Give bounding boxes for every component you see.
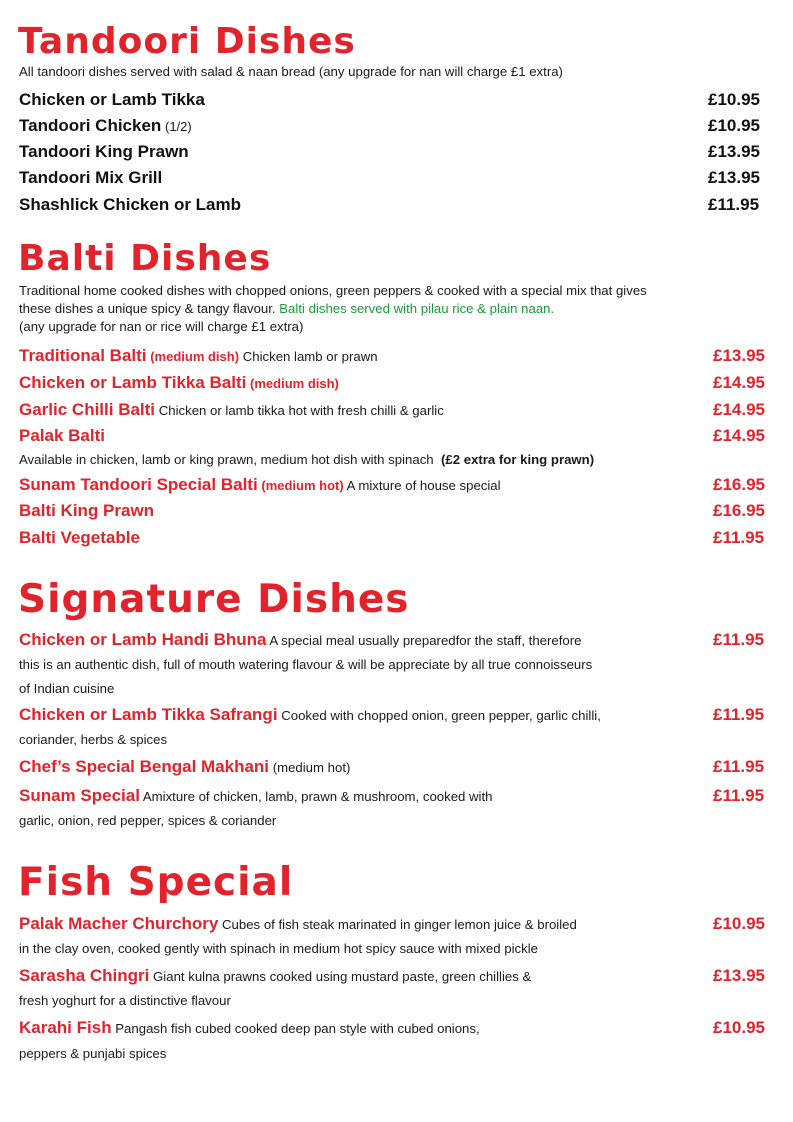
- tandoori-title: Tandoori Dishes: [18, 21, 356, 62]
- dish-desc-line: [19, 939, 538, 959]
- dish-price: £10.95: [713, 914, 765, 933]
- dish-desc-line: [19, 991, 231, 1011]
- dish-price: £14.95: [713, 426, 765, 445]
- dish-desc: Available in chicken, lamb or king prawn, medium hot dish with spinach: [19, 452, 434, 467]
- dish-extra: (£2 extra for king prawn): [440, 452, 595, 467]
- dish-name: Chicken or Lamb Tikka Balti: [19, 373, 247, 392]
- menu-item-name: [19, 475, 501, 496]
- dish-desc: garlic, onion, red pepper, spices & coriander: [19, 813, 277, 828]
- dish-price: £13.95: [708, 142, 760, 161]
- tandoori-note: All tandoori dishes served with salad & naan bread (any upgrade for nan will charge £1 extra): [19, 64, 563, 79]
- dish-price: £13.95: [713, 346, 765, 365]
- dish-name: Chef’s Special Bengal Makhani: [19, 757, 270, 776]
- dish-name: Balti Vegetable: [19, 528, 140, 547]
- dish-price: £11.95: [708, 195, 760, 214]
- dish-price: £11.95: [713, 705, 765, 724]
- dish-price: £13.95: [708, 168, 760, 187]
- dish-name: Karahi Fish: [19, 1018, 112, 1037]
- balti-note-line3: (any upgrade for nan or rice will charge £1 extra): [19, 319, 304, 334]
- dish-name: Traditional Balti: [19, 346, 147, 365]
- dish-desc: A mixture of house special: [346, 478, 501, 493]
- menu-item-name: [19, 705, 601, 726]
- menu-item-name: [19, 966, 531, 987]
- balti-note-line2: [19, 300, 554, 318]
- dish-name: Sarasha Chingri: [19, 966, 150, 985]
- balti-title: Balti Dishes: [18, 238, 272, 279]
- dish-name: Sunam Special: [19, 786, 140, 805]
- dish-desc: Amixture of chicken, lamb, prawn & mushroom, cooked with: [142, 789, 493, 804]
- dish-desc: in the clay oven, cooked gently with spinach in medium hot spicy sauce with mixed pickle: [19, 941, 538, 956]
- menu-item-name: [19, 426, 105, 447]
- dish-name: Palak Balti: [19, 426, 105, 445]
- dish-name: Shashlick Chicken or Lamb: [19, 195, 242, 214]
- dish-price: £11.95: [713, 757, 765, 776]
- dish-price: £10.95: [708, 116, 760, 135]
- dish-desc: Chicken or lamb tikka hot with fresh chilli & garlic: [158, 403, 444, 418]
- menu-item-name: [19, 373, 339, 394]
- dish-name: Chicken or Lamb Tikka: [19, 90, 205, 109]
- dish-name: Chicken or Lamb Tikka Safrangi: [19, 705, 278, 724]
- dish-desc: Chicken lamb or prawn: [242, 349, 378, 364]
- dish-price: £14.95: [713, 400, 765, 419]
- dish-price: £14.95: [713, 373, 765, 392]
- signature-title: Signature Dishes: [18, 577, 410, 622]
- dish-name: Sunam Tandoori Special Balti: [19, 475, 258, 494]
- dish-price: £11.95: [713, 528, 765, 547]
- dish-desc: coriander, herbs & spices: [19, 732, 168, 747]
- dish-desc-line: [19, 1044, 166, 1064]
- menu-item-name: [19, 757, 350, 778]
- dish-desc: peppers & punjabi spices: [19, 1046, 167, 1061]
- menu-item-name: [19, 914, 577, 935]
- menu-item-name: [19, 90, 205, 111]
- dish-price: £11.95: [713, 630, 765, 649]
- dish-name: Tandoori Chicken: [19, 116, 162, 135]
- dish-desc: Giant kulna prawns cooked using mustard paste, green chillies &: [153, 969, 532, 984]
- dish-price: £16.95: [713, 501, 765, 520]
- dish-name: Garlic Chilli Balti: [19, 400, 156, 419]
- dish-desc-line: [19, 730, 167, 750]
- dish-tag: (medium dish): [250, 376, 339, 391]
- balti-note-line1: Traditional home cooked dishes with chopped onions, green peppers & cooked with a special mix that gives: [19, 283, 647, 298]
- menu-item-name: [19, 168, 162, 189]
- dish-portion: (1/2): [164, 119, 192, 134]
- dish-desc: Pangash fish cubed cooked deep pan style with cubed onions,: [115, 1021, 480, 1036]
- dish-name: Tandoori Mix Grill: [19, 168, 163, 187]
- menu-item-name: [19, 1018, 480, 1039]
- dish-desc: Cubes of fish steak marinated in ginger lemon juice & broiled: [222, 917, 577, 932]
- menu-item-name: [19, 142, 189, 163]
- dish-desc-line: [19, 811, 276, 831]
- dish-tag: (medium hot): [261, 478, 344, 493]
- dish-desc: of Indian cuisine: [19, 681, 115, 696]
- menu-item-name: [19, 400, 444, 421]
- menu-item-name: [19, 346, 378, 367]
- menu-item-name: [19, 630, 581, 651]
- dish-desc: fresh yoghurt for a distinctive flavour: [19, 993, 231, 1008]
- dish-price: £11.95: [713, 786, 765, 805]
- dish-name: Tandoori King Prawn: [19, 142, 189, 161]
- dish-desc: this is an authentic dish, full of mouth watering flavour & will be appreciate by all true connoisseurs: [19, 657, 593, 672]
- balti-note-text: these dishes a unique spicy & tangy flavour.: [19, 301, 276, 316]
- menu-item-name: [19, 786, 493, 807]
- dish-desc: Cooked with chopped onion, green pepper, garlic chilli,: [281, 708, 601, 723]
- dish-desc: (medium hot): [272, 760, 351, 775]
- dish-price: £10.95: [713, 1018, 765, 1037]
- dish-desc-line: [19, 655, 592, 675]
- dish-name: Palak Macher Churchory: [19, 914, 219, 933]
- dish-price: £16.95: [713, 475, 765, 494]
- dish-name: Chicken or Lamb Handi Bhuna: [19, 630, 267, 649]
- dish-desc-line: [19, 450, 594, 470]
- dish-desc-line: [19, 679, 114, 699]
- dish-desc: A special meal usually preparedfor the staff, therefore: [269, 633, 582, 648]
- dish-price: £13.95: [713, 966, 765, 985]
- dish-name: Balti King Prawn: [19, 501, 155, 520]
- menu-item-name: [19, 528, 140, 549]
- dish-price: £10.95: [708, 90, 760, 109]
- menu-item-name: [19, 116, 192, 137]
- fish-title: Fish Special: [18, 860, 294, 905]
- menu-item-name: [19, 501, 154, 522]
- menu-item-name: [19, 195, 241, 216]
- dish-tag: (medium dish): [150, 349, 240, 364]
- balti-note-served-with: Balti dishes served with pilau rice & plain naan.: [279, 301, 555, 316]
